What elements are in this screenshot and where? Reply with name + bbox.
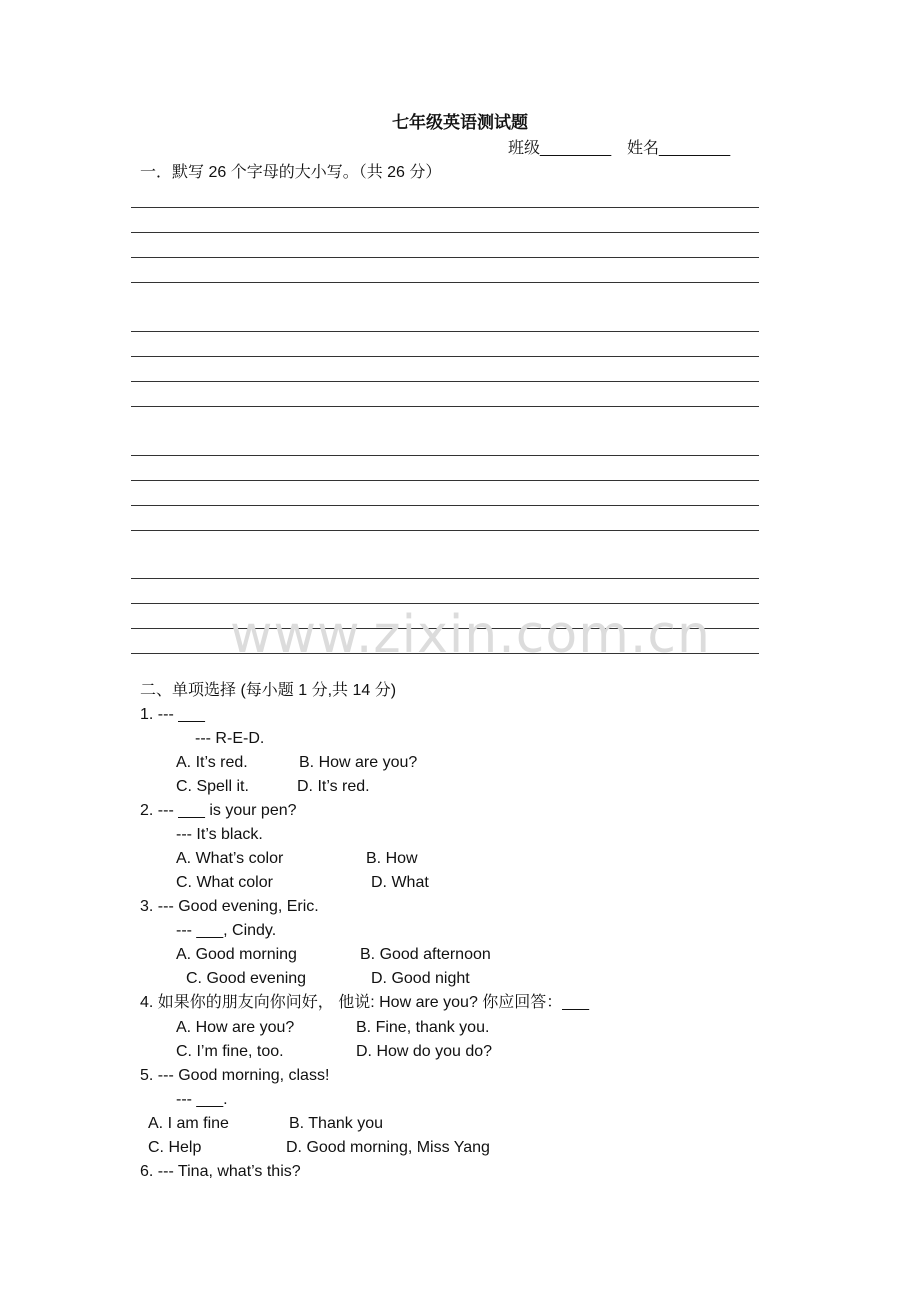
option-d: D. How do you do? xyxy=(356,1043,493,1060)
option-d: D. Good night xyxy=(371,970,470,987)
writing-line xyxy=(131,480,759,481)
option-c: C. Spell it. xyxy=(176,778,249,795)
class-label: 班级________ xyxy=(508,140,612,157)
writing-line xyxy=(131,578,759,579)
option-b: B. Good afternoon xyxy=(360,946,491,963)
option-d: D. Good morning, Miss Yang xyxy=(286,1139,490,1156)
option-a: A. How are you? xyxy=(176,1019,295,1036)
option-c: C. Help xyxy=(148,1139,202,1156)
writing-line xyxy=(131,505,759,506)
writing-line xyxy=(131,406,759,407)
question-2-answer: --- It’s black. xyxy=(176,826,263,843)
question-3-answer: --- ___, Cindy. xyxy=(176,922,277,939)
writing-line xyxy=(131,232,759,233)
option-d: D. What xyxy=(371,874,429,891)
page-title: 七年级英语测试题 xyxy=(392,113,528,132)
option-b: B. How are you? xyxy=(299,754,418,771)
watermark: www.zixin.com.cn xyxy=(230,605,711,665)
option-d: D. It’s red. xyxy=(297,778,370,795)
question-5: 5. --- Good morning, class! xyxy=(140,1067,330,1084)
option-a: A. What’s color xyxy=(176,850,284,867)
writing-line xyxy=(131,331,759,332)
section2-heading: 二、单项选择 (每小题 1 分,共 14 分) xyxy=(140,682,397,699)
option-c: C. What color xyxy=(176,874,273,891)
question-1: 1. --- ___ xyxy=(140,706,205,723)
option-a: A. I am fine xyxy=(148,1115,229,1132)
section1-heading: 一．默写 26 个字母的大小写。（共 26 分） xyxy=(140,164,442,181)
option-a: A. It’s red. xyxy=(176,754,248,771)
writing-line xyxy=(131,381,759,382)
writing-line xyxy=(131,282,759,283)
question-1-answer: --- R-E-D. xyxy=(195,730,265,747)
question-5-answer: --- ___. xyxy=(176,1091,228,1108)
writing-line xyxy=(131,455,759,456)
question-2: 2. --- ___ is your pen? xyxy=(140,802,297,819)
option-c: C. I’m fine, too. xyxy=(176,1043,284,1060)
writing-line xyxy=(131,356,759,357)
writing-line xyxy=(131,257,759,258)
question-3: 3. --- Good evening, Eric. xyxy=(140,898,319,915)
writing-line xyxy=(131,207,759,208)
question-4: 4. 如果你的朋友向你问好， 他说: How are you? 你应回答：___ xyxy=(140,994,589,1011)
option-b: B. How xyxy=(366,850,418,867)
option-c: C. Good evening xyxy=(186,970,307,987)
name-label: 姓名________ xyxy=(627,140,731,157)
question-6: 6. --- Tina, what’s this? xyxy=(140,1163,301,1180)
option-b: B. Fine, thank you. xyxy=(356,1019,490,1036)
option-a: A. Good morning xyxy=(176,946,297,963)
writing-line xyxy=(131,530,759,531)
option-b: B. Thank you xyxy=(289,1115,383,1132)
writing-line xyxy=(131,603,759,604)
